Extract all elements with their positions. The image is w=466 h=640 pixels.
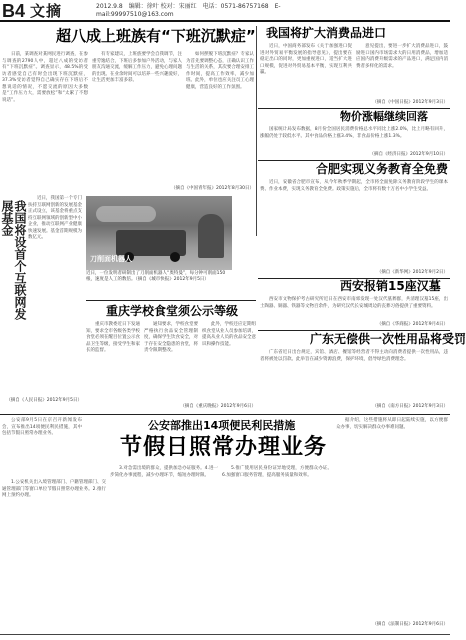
section-rule bbox=[86, 300, 256, 301]
overtime-headline: 超八成上班族有“下班沉默症” bbox=[56, 27, 256, 45]
holiday-byline: （摘自《法制日报》2012年9月6日） bbox=[372, 622, 448, 627]
section-name: 文摘 bbox=[30, 2, 63, 20]
holiday-intro: 公安部9月5日在京召开新闻发布会，宣布推出14项便民利民措施，其中包括节假日照常办理业务。 bbox=[2, 418, 82, 436]
page-footer-rule bbox=[0, 634, 450, 640]
internet-fund-title: 我国将设首个互联网发展基金 bbox=[0, 200, 27, 320]
holiday-col-2: 3.对急需出境的群众，提供加急办证服务。4.进一步简化办事流程，减少办理环节，缩短办理时限。 bbox=[110, 466, 218, 478]
canteen-byline: （摘自《重庆晚报》2012年9月6日） bbox=[180, 404, 256, 409]
consumer-headline: 我国将扩大消费品进口 bbox=[266, 26, 387, 40]
robot-photo bbox=[86, 196, 232, 270]
overtime-byline: （摘自《中国青年报》2012年8月30日） bbox=[170, 186, 254, 191]
page-number: B4 bbox=[2, 1, 26, 21]
canteen-col-1: 重庆市教委近日下发通知，要求全市各级各类学校食堂必须在醒目位置公示食品卫生等级，接受学生和家长的监督。 bbox=[86, 322, 140, 353]
section-rule bbox=[258, 160, 450, 161]
header-meta: 2012.9.8 编辑：徐叶 校对：宋丽红 电话：0571-86757168 E-mail:99997510@163.com bbox=[96, 3, 281, 18]
section-rule bbox=[0, 414, 450, 415]
cloud-shape bbox=[96, 206, 156, 222]
education-body: 近日，安徽省合肥市宣布，从今年秋季学期起，全市将全面免除义务教育阶段学生的课本费、作业本费，实现义务教育全免费。政策实施后，全市将有数十万名中小学生受益。 bbox=[260, 180, 448, 192]
consumer-col-1: 近日，中国商务部发布《关于加强进口促进对外贸易平衡发展的指导意见》，提出要在稳定出口的同时，更加重视进口，适当扩大进口规模，促进对外贸易基本平衡，实现互利共赢。 bbox=[260, 44, 352, 75]
photo-overlay-title: 刀削面机器人 bbox=[90, 255, 132, 263]
xian-byline: （摘自《华商报》2012年9月4日） bbox=[376, 322, 448, 327]
internet-fund-body: 近日，我国第一个专门扶持互联网创新的发展基金正式设立，该基金将重点支持互联网领域的创新型中小企业，推动互联网产业健康快速发展。基金首期规模为数亿元。 bbox=[28, 196, 82, 240]
overtime-col-1: 日前，某调查对某网民进行调查，在参与调查的2790人中，超过八成的受访者有“下班沉默症”。调查显示，48.5%的受访者感觉自己有时会出现下班沉默症，37.3%受访者觉得自己确实存在下班后不想说话的情况，不愿交流的原因大多数是“工作压力大，需要放松”和“太累了不想说话”。 bbox=[2, 52, 88, 103]
internet-fund-byline: （摘自《人民日报》2012年9月5日） bbox=[6, 398, 82, 403]
canteen-headline: 重庆学校食堂须公示等级 bbox=[106, 304, 239, 318]
canteen-col-3: 此外，学校还应定期组织食堂从业人员参加培训，提高从业人员的食品安全意识和操作技能。 bbox=[202, 322, 256, 347]
education-byline: （摘自《新华网》2012年9月2日） bbox=[376, 270, 448, 275]
guangdong-byline: （摘自《南方日报》2012年9月3日） bbox=[372, 404, 448, 409]
masthead bbox=[0, 0, 450, 22]
holiday-headline: 节假日照常办理业务 bbox=[120, 435, 328, 460]
education-headline: 合肥实现义务教育全免费 bbox=[316, 162, 449, 176]
prices-headline: 物价涨幅继续回落 bbox=[340, 110, 428, 123]
guangdong-headline: 广东无偿供一次性用品将受罚 bbox=[310, 332, 466, 346]
consumer-col-2: 意见提出，要进一步扩大消费品进口，鼓励进口国内市场需求大的日用消费品，增加适应国内消费升级需求的产品进口，满足国内消费者多样化的需求。 bbox=[356, 44, 448, 69]
holiday-col-3: 5.推广使用居民身份证异地受理，方便群众办证。6.加强窗口服务管理，提高服务质量和效率。 bbox=[222, 466, 332, 478]
xian-headline: 西安报销15座汉墓 bbox=[340, 279, 441, 293]
overtime-col-2: 有专家建议，上班族要学会自我调节，注重劳逸结合，下班后多参加户外活动，与家人朋友沟通交流，缓解工作压力，避免心理问题的出现。在业余时间可以培养一些兴趣爱好，让生活更加丰富多彩。 bbox=[92, 52, 182, 83]
section-rule bbox=[258, 108, 450, 109]
holiday-kicker: 公安部推出14项便民利民措施 bbox=[148, 419, 296, 432]
xian-body: 西安市文物保护考古研究所近日在西安市南郊发现一处汉代墓葬群，共清理汉墓15座，出土陶器、铜器、铁器等文物百余件，为研究汉代长安城周边的丧葬习俗提供了重要资料。 bbox=[260, 297, 448, 309]
canteen-col-2: 通知要求，学校食堂要严格执行食品安全管理制度，确保学生饮食安全，对于存在安全隐患的食堂，将责令限期整改。 bbox=[144, 322, 198, 353]
wheel-shape bbox=[170, 252, 180, 262]
tree-shape bbox=[198, 214, 224, 258]
overtime-col-3: 如何摆脱下班沉默症？专家认为首先要调整心态，正确认识工作与生活的关系，其次要合理安排工作时间，提高工作效率，减少加班。此外，单位也应关注员工心理健康，营造良好的工作氛围。 bbox=[186, 52, 254, 90]
holiday-col-4: 据介绍，这些措施将从即日起陆续实施，以方便群众办事，切实解决群众办事难问题。 bbox=[336, 418, 448, 430]
prices-byline: （摘自《经济日报》2012年9月10日） bbox=[369, 152, 448, 157]
holiday-col-1: 1.公安机关出入境管理部门、户籍管理部门、交通管理部门等窗口单位节假日照常办理业务。2.推行网上预约办理。 bbox=[2, 480, 106, 498]
prices-body: 国家统计局发布数据，8月份全国居民消费价格总水平同比上涨2.0%，比上月略有回升，涨幅仍处于较低水平。其中食品价格上涨3.4%，非食品价格上涨1.3%。 bbox=[260, 127, 448, 139]
consumer-byline: （摘自《中国日报》2012年9月3日） bbox=[372, 100, 448, 105]
column-divider bbox=[256, 26, 257, 236]
section-rule bbox=[258, 330, 450, 331]
photo-caption: 近日，一位发明者研制出了刀削面机器人“奥特曼”，每分钟可削面150根，速度是人工的数倍。（摘自《城市快报》2012年9月5日） bbox=[86, 271, 226, 282]
guangdong-body: 广东省近日出台规定，宾馆、酒店、餐馆等经营者不得主动向消费者提供一次性用品，违者将被处以罚款。此举旨在减少资源浪费，保护环境，倡导绿色消费理念。 bbox=[260, 350, 448, 362]
